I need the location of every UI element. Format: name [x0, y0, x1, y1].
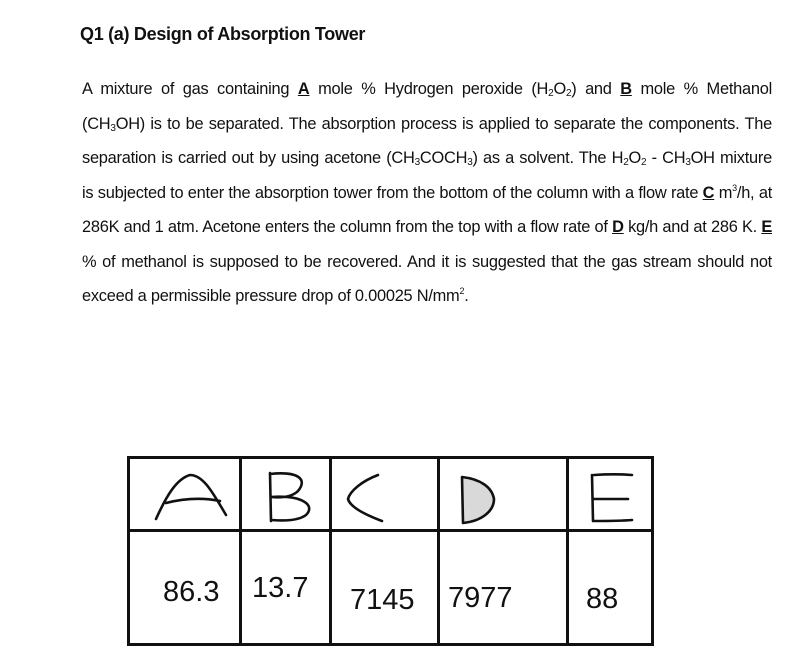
variable-b: B — [620, 80, 632, 98]
variable-a: A — [297, 80, 310, 98]
variable-c: C — [702, 183, 715, 202]
variable-e: E — [761, 218, 773, 236]
value-c: 7145 — [350, 584, 415, 616]
header-d — [462, 477, 494, 523]
table-row-divider — [130, 529, 651, 532]
header-a — [156, 475, 226, 519]
header-b — [270, 473, 309, 521]
question-title: Q1 (a) Design of Absorption Tower — [80, 24, 366, 44]
value-b: 13.7 — [252, 572, 309, 604]
value-d: 7977 — [448, 582, 513, 614]
header-e — [592, 474, 632, 521]
values-table — [127, 456, 654, 646]
value-a: 86.3 — [163, 576, 220, 608]
value-e: 88 — [586, 583, 619, 615]
question-paragraph: A mixture of gas containing A mole % Hydrogen peroxide $(H_2O_2)$ and B mole % Methanol $(CH_3OH)$ is to be separated. The absorption process is applied to separate the components. The separation is carried out by using acetone $(CH_3COCH_3)$ as a solvent. The $H_2O_2 - CH_3OH$ mixture is subjected to enter the absorption tower from the bottom of the column with a flow rate C $m^3/h$, at 286K and 1 atm. Acetone enters the column from the top with a flow rate of D kg/h and at 286 K. E % of methanol is supposed to be recovered. And it is suggested that the gas stream should not exceed a permissible pressure drop of 0.00025 $N/mm^2$. — [82, 80, 773, 305]
header-c — [348, 475, 382, 521]
variable-d: D — [612, 218, 624, 236]
handwritten-headers — [130, 459, 651, 529]
